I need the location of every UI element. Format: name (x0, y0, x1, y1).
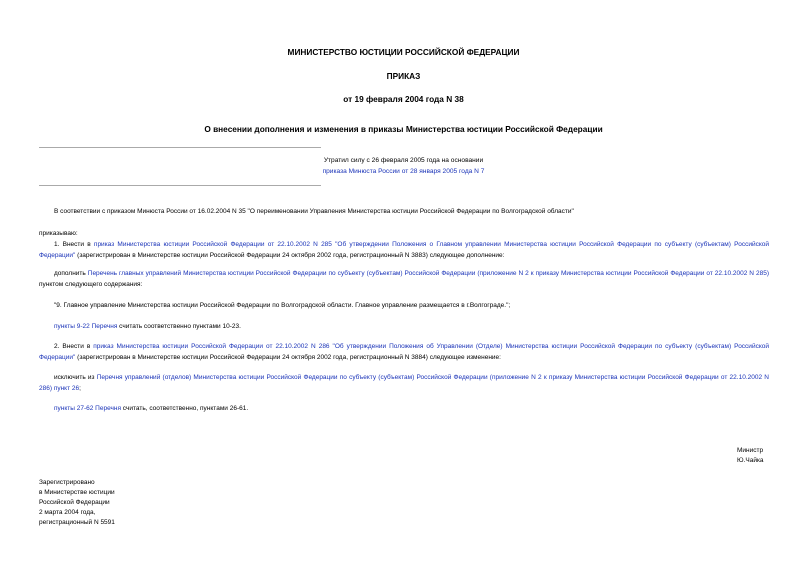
paragraph-2-suffix: пунктом следующего содержания: (39, 281, 143, 288)
paragraph-5-suffix: (зарегистрирован в Министерстве юстиции Российской Федерации 24 октября 2002 года, регистрационный N 3884) следующее изменение: (75, 354, 501, 361)
order-285-link[interactable]: приказ Министерства юстиции Российской Федерации от 22.10.2002 N 285 "Об утверждении Положения о Главном управлении Министерства юстиции Российской Федерации по субъекту (субъектам) Российской Федерации" (39, 241, 769, 259)
paragraph-6-prefix: исключить из (54, 374, 97, 381)
main-directorates-list-link[interactable]: Перечень главных управлений Министерства юстиции Российской Федерации по субъекту (субъектам) Российской Федерации (приложение N 2 к приказу Министерства юстиции Российской Федерации от 22.10.2002 N 285) (87, 270, 769, 277)
doc-title: О внесении дополнения и изменения в приказы Министерства юстиции Российской Федерации (204, 124, 603, 134)
paragraph-1 (39, 239, 769, 261)
signature-name: Ю.Чайка (737, 457, 764, 464)
items-9-22-link[interactable]: пункты 9-22 Перечня (54, 323, 118, 330)
date-number-heading: от 19 февраля 2004 года N 38 (343, 94, 464, 104)
orders-word: приказываю: (39, 230, 78, 237)
paragraph-5 (39, 341, 769, 363)
preamble-paragraph: В соответствии с приказом Минюста России от 16.02.2004 N 35 "О переименовании Управления Министерства юстиции Российской Федерации по Волгоградской области" (54, 208, 574, 215)
paragraph-2-prefix: дополнить (54, 270, 88, 277)
paragraph-7 (54, 403, 769, 414)
signature-title: Министр (737, 447, 764, 454)
directorates-list-link[interactable]: Перечня управлений (отделов) Министерства юстиции Российской Федерации по субъекту (субъектам) Российской Федерации (приложение N 2 к приказу Министерства юстиции Российской Федерации от 22.10.2002 N 286) пункт 26 (39, 374, 769, 392)
registration-line-2: в Министерстве юстиции (39, 489, 115, 496)
repeal-order-link[interactable]: приказа Минюста России от 28 января 2005 года N 7 (322, 168, 485, 175)
repeal-note: Утратил силу с 26 февраля 2005 года на основании (323, 157, 484, 164)
paragraph-2 (39, 268, 769, 290)
paragraph-1-prefix: 1. Внести в (54, 241, 94, 248)
paragraph-4-suffix: считать соответственно пунктами 10-23. (117, 323, 241, 330)
registration-line-1: Зарегистрировано (39, 479, 95, 486)
divider-top (39, 147, 321, 148)
paragraph-1-suffix: (зарегистрирован в Министерстве юстиции Российской Федерации 24 октября 2002 года, регистрационный N 3883) следующее дополнение: (75, 252, 505, 259)
registration-line-3: Российской Федерации (39, 499, 110, 506)
order-286-link[interactable]: приказ Министерства юстиции Российской Федерации от 22.10.2002 N 286 "Об утверждении Положения об Управлении (Отделе) Министерства юстиции Российской Федерации по субъекту (субъектам) Российской Федерации" (39, 343, 769, 361)
divider-bottom (39, 185, 321, 186)
paragraph-5-prefix: 2. Внести в (54, 343, 94, 350)
repeal-note-link-row (0, 168, 807, 175)
paragraph-6 (39, 372, 769, 394)
paragraph-7-suffix: считать, соответственно, пунктами 26-61. (120, 405, 249, 412)
ministry-heading: МИНИСТЕРСТВО ЮСТИЦИИ РОССИЙСКОЙ ФЕДЕРАЦИИ (287, 47, 520, 57)
paragraph-3: "9. Главное управление Министерства юстиции Российской Федерации по Волгоградской области. Главное управление размещается в г.Волгограде."; (54, 302, 511, 309)
items-27-62-link[interactable]: пункты 27-62 Перечня (54, 405, 121, 412)
paragraph-4 (54, 321, 769, 332)
registration-line-4: 2 марта 2004 года, (39, 509, 96, 516)
registration-line-5: регистрационный N 5591 (39, 519, 115, 526)
doc-type-heading: ПРИКАЗ (386, 71, 421, 81)
paragraph-6-suffix: ; (79, 385, 81, 392)
